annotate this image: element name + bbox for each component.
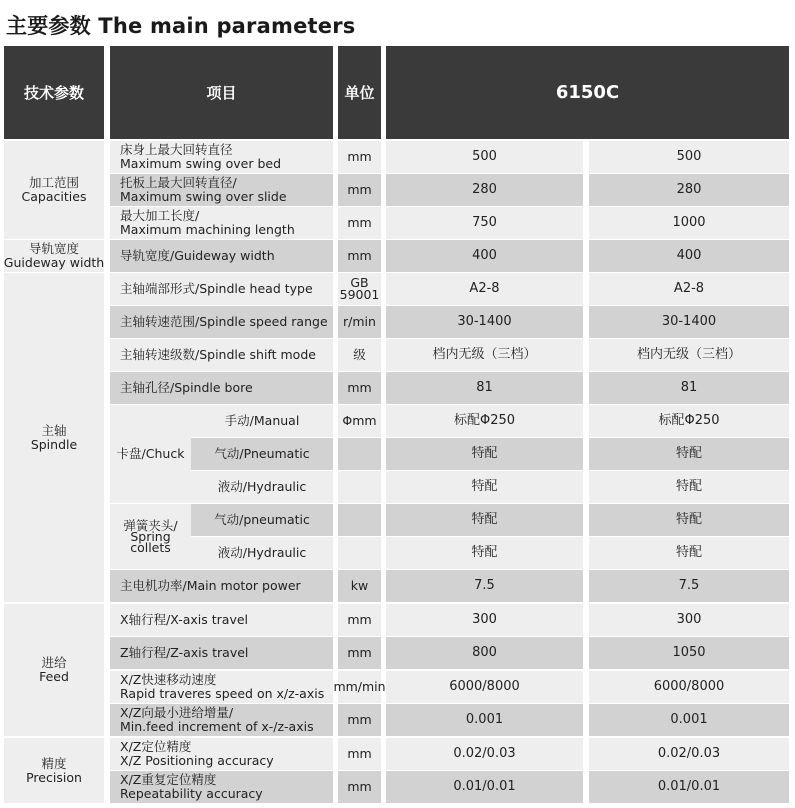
col-item-header: 项目	[110, 46, 333, 139]
row-value-1: 特配	[386, 438, 583, 470]
row-value-2: 6000/8000	[589, 671, 789, 703]
row-item: 主轴转速级数/Spindle shift mode	[110, 339, 333, 371]
model-header: 6150C	[386, 46, 789, 139]
row-unit: mm	[338, 604, 381, 636]
text-line: Min.feed increment of x-/z-axis	[120, 719, 314, 734]
row-unit: mm	[338, 240, 381, 272]
row-item	[110, 174, 333, 206]
row-item: 手动/Manual	[191, 405, 333, 437]
row-item	[110, 207, 333, 239]
row-value-1: 81	[386, 372, 583, 404]
text-line: 最大加工长度/	[120, 208, 200, 223]
text-line: Guideway width	[3, 255, 105, 270]
text-line: collets	[130, 540, 171, 555]
row-item: 气动/pneumatic	[191, 504, 333, 536]
row-unit	[338, 438, 381, 470]
text-line: 主轴	[41, 422, 67, 438]
text-line: Feed	[39, 669, 69, 684]
row-value-2: 300	[589, 604, 789, 636]
row-item: 主电机功率/Main motor power	[110, 570, 333, 602]
row-value-2: 0.001	[589, 704, 789, 736]
text-line: Maximum swing over slide	[120, 189, 287, 204]
row-value-2: 0.02/0.03	[589, 738, 789, 770]
row-item: 气动/Pneumatic	[191, 438, 333, 470]
row-value-2: 1000	[589, 207, 789, 239]
row-item: 主轴转速范围/Spindle speed range	[110, 306, 333, 338]
text-line: 弹簧夹头/	[123, 518, 178, 533]
row-item: 主轴端部形式/Spindle head type	[110, 273, 333, 305]
row-item: Z轴行程/Z-axis travel	[110, 637, 333, 669]
text-line: Spindle	[30, 436, 78, 452]
row-value-2: 30-1400	[589, 306, 789, 338]
row-value-1: 7.5	[386, 570, 583, 602]
text-line: Capacities	[21, 189, 87, 204]
collets-label	[110, 504, 191, 569]
row-unit	[338, 504, 381, 536]
row-value-1: 特配	[386, 504, 583, 536]
row-item	[110, 738, 333, 770]
row-item	[110, 141, 333, 173]
text-line: Spring	[130, 529, 171, 544]
row-value-1: 30-1400	[386, 306, 583, 338]
row-value-1: 档内无级（三档）	[386, 339, 583, 371]
row-item: 液动/Hydraulic	[191, 471, 333, 503]
text-line: 加工范围	[28, 175, 79, 190]
text-line: X/Z向最小进给增量/	[120, 705, 234, 720]
row-unit: Φmm	[338, 405, 381, 437]
row-value-1: 0.02/0.03	[386, 738, 583, 770]
row-value-2: 标配Φ250	[589, 405, 789, 437]
row-value-2: 0.01/0.01	[589, 771, 789, 803]
row-unit: mm	[338, 738, 381, 770]
text-line: 进给	[41, 655, 67, 670]
row-value-1: 800	[386, 637, 583, 669]
row-value-1: 特配	[386, 471, 583, 503]
row-unit: mm	[338, 704, 381, 736]
row-unit: kw	[338, 570, 381, 602]
text-line: Repeatability accuracy	[120, 786, 263, 801]
row-unit: mm	[338, 141, 381, 173]
row-value-2: 7.5	[589, 570, 789, 602]
row-item	[110, 771, 333, 803]
row-value-2: 1050	[589, 637, 789, 669]
row-value-2: 特配	[589, 471, 789, 503]
row-item: 主轴孔径/Spindle bore	[110, 372, 333, 404]
row-unit: r/min	[338, 306, 381, 338]
row-item	[110, 704, 333, 736]
row-value-1: 500	[386, 141, 583, 173]
row-value-1: 特配	[386, 537, 583, 569]
row-value-2: 81	[589, 372, 789, 404]
text-line: Maximum machining length	[120, 222, 295, 237]
row-unit: mm	[338, 174, 381, 206]
col-param-header: 技术参数	[4, 46, 104, 139]
row-unit	[338, 471, 381, 503]
row-value-1: 标配Φ250	[386, 405, 583, 437]
row-value-1: 750	[386, 207, 583, 239]
row-unit: GB 59001	[338, 273, 381, 305]
row-value-1: 6000/8000	[386, 671, 583, 703]
text-line: Rapid traveres speed on x/z-axis	[120, 686, 325, 701]
row-value-2: 特配	[589, 438, 789, 470]
text-line: X/Z定位精度	[120, 739, 192, 754]
row-unit: mm	[338, 771, 381, 803]
row-value-2: 特配	[589, 504, 789, 536]
category-guideway	[4, 240, 104, 272]
row-unit: mm/min	[338, 671, 381, 703]
text-line: Precision	[26, 769, 82, 785]
row-value-1: 280	[386, 174, 583, 206]
row-value-2: 500	[589, 141, 789, 173]
row-item: X轴行程/X-axis travel	[110, 604, 333, 636]
row-value-1: 400	[386, 240, 583, 272]
text-line: 精度	[41, 755, 67, 771]
row-unit: mm	[338, 637, 381, 669]
row-value-2: 档内无级（三档）	[589, 339, 789, 371]
row-value-1: 0.01/0.01	[386, 771, 583, 803]
text-line: 床身上最大回转直径	[120, 142, 233, 157]
row-value-1: A2-8	[386, 273, 583, 305]
category-feed	[4, 604, 104, 736]
category-precision	[4, 738, 104, 803]
text-line: Maximum swing over bed	[120, 156, 282, 171]
row-value-1: 0.001	[386, 704, 583, 736]
col-unit-header: 单位	[338, 46, 381, 139]
row-unit: mm	[338, 207, 381, 239]
page-title: 主要参数 The main parameters	[6, 14, 356, 38]
row-value-2: A2-8	[589, 273, 789, 305]
row-value-2: 400	[589, 240, 789, 272]
category-spindle	[4, 273, 104, 602]
text-line: 托板上最大回转直径/	[120, 175, 237, 190]
row-unit: 级	[338, 339, 381, 371]
text-line: X/Z重复定位精度	[120, 772, 217, 787]
row-item	[110, 671, 333, 703]
row-item: 导轨宽度/Guideway width	[110, 240, 333, 272]
chuck-label: 卡盘/Chuck	[110, 405, 191, 503]
text-line: X/Z快速移动速度	[120, 672, 217, 687]
row-unit: mm	[338, 372, 381, 404]
row-value-1: 300	[386, 604, 583, 636]
row-unit	[338, 537, 381, 569]
row-value-2: 特配	[589, 537, 789, 569]
category-capacities	[4, 141, 104, 239]
row-value-2: 280	[589, 174, 789, 206]
text-line: X/Z Positioning accuracy	[120, 753, 274, 768]
row-item: 液动/Hydraulic	[191, 537, 333, 569]
text-line: 导轨宽度	[28, 241, 79, 256]
